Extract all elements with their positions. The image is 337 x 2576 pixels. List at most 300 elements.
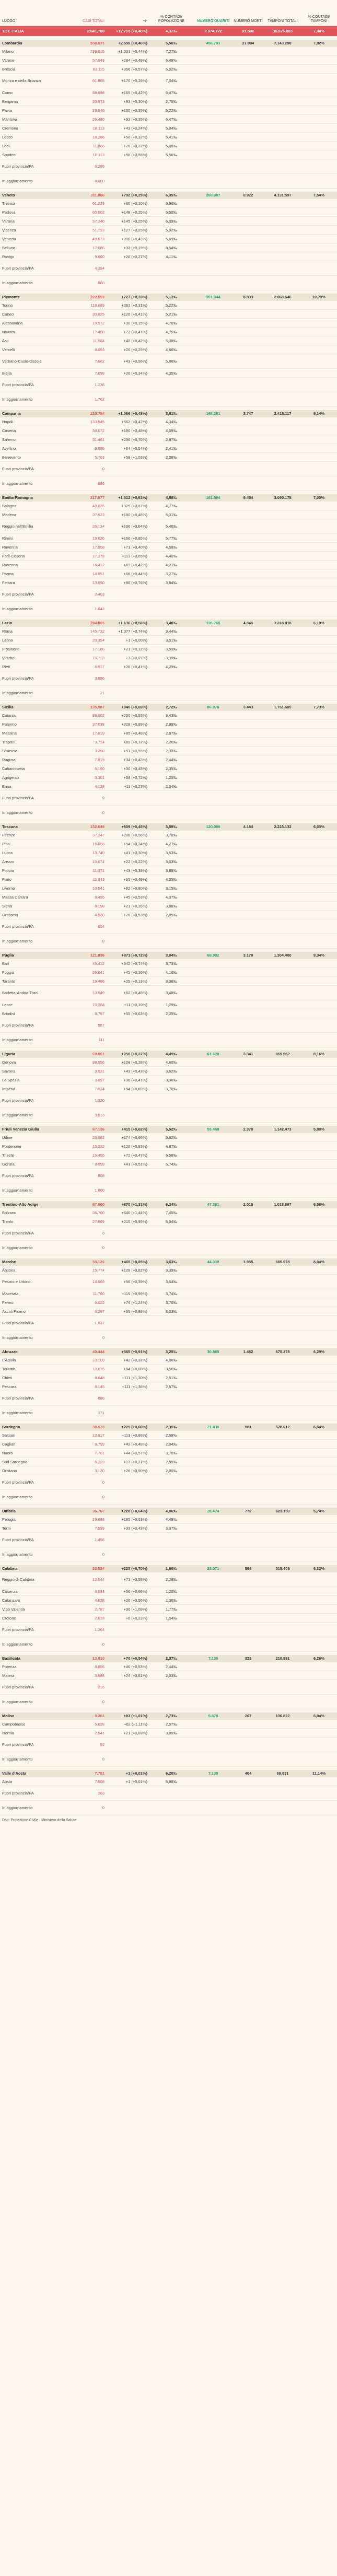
regions-list (0, 37, 337, 1815)
province-name: Milano (2, 49, 14, 54)
province-row[interactable] (0, 902, 337, 911)
province-row[interactable] (0, 561, 337, 569)
province-name: In aggiornamento (2, 1113, 33, 1117)
province-cases: 216 (98, 1685, 104, 1689)
province-row[interactable] (0, 857, 337, 866)
province-delta: +43 (+0,24%) (123, 125, 147, 131)
region-row[interactable] (0, 616, 337, 627)
province-per: 6,50‰ (165, 209, 178, 215)
region-per: 5,56‰ (165, 41, 178, 45)
province-row[interactable] (0, 319, 337, 328)
region-row[interactable] (0, 37, 337, 47)
province-per (148, 940, 194, 942)
province-row[interactable] (0, 1547, 337, 1562)
province-row[interactable] (0, 1524, 337, 1533)
province-row[interactable] (0, 328, 337, 336)
province-delta (106, 1337, 148, 1339)
province-row[interactable] (0, 919, 337, 934)
province-per: 3,48‰ (165, 990, 178, 995)
province-name: Foggia (2, 970, 14, 975)
province-row[interactable] (0, 345, 337, 354)
province-per: 2,54‰ (165, 784, 178, 789)
province-per (148, 692, 194, 694)
region-pct: 6,64% (313, 1425, 325, 1429)
province-row[interactable] (0, 174, 337, 189)
province-row[interactable] (0, 208, 337, 217)
province-row[interactable] (0, 782, 337, 791)
header-delta[interactable]: +/- (143, 19, 147, 23)
region-pct: 5,88% (313, 1127, 325, 1132)
province-row[interactable] (0, 1058, 337, 1067)
province-row[interactable] (0, 848, 337, 857)
region-row[interactable] (0, 1198, 337, 1208)
region-tamponi: 4.131.597 (274, 193, 292, 197)
province-row[interactable] (0, 1382, 337, 1391)
province-row[interactable] (0, 1085, 337, 1093)
province-row[interactable] (0, 986, 337, 1000)
province-delta: +145 (+0,25%) (121, 218, 147, 224)
province-per (148, 1554, 194, 1556)
province-name: In aggiornamento (2, 691, 33, 695)
province-per (148, 1643, 194, 1646)
region-row[interactable] (0, 189, 337, 199)
province-row[interactable] (0, 235, 337, 243)
province-delta (106, 1175, 148, 1177)
province-row[interactable] (0, 1142, 337, 1151)
province-row[interactable] (0, 276, 337, 290)
province-row[interactable] (0, 199, 337, 208)
province-name: In aggiornamento (2, 1335, 33, 1340)
province-per: 2,99‰ (165, 721, 178, 727)
province-row[interactable] (0, 791, 337, 806)
province-delta: +54 (+0,69%) (123, 1086, 147, 1091)
province-row[interactable] (0, 1515, 337, 1524)
province-row[interactable] (0, 97, 337, 106)
province-row[interactable] (0, 893, 337, 902)
province-per (148, 468, 194, 470)
province-row[interactable] (0, 875, 337, 884)
province-row[interactable] (0, 1572, 337, 1587)
province-cases: 19.486 (92, 978, 104, 984)
region-tamponi: 675.378 (275, 1349, 290, 1354)
province-row[interactable] (0, 336, 337, 345)
province-cases: 15.232 (92, 1144, 104, 1149)
province-row[interactable] (0, 1151, 337, 1160)
province-row[interactable] (0, 1637, 337, 1652)
province-row[interactable] (0, 1786, 337, 1801)
province-row[interactable] (0, 1695, 337, 1709)
province-row[interactable] (0, 840, 337, 848)
province-row[interactable] (0, 310, 337, 319)
region-row[interactable] (0, 1505, 337, 1515)
province-per: 2,08‰ (165, 454, 178, 460)
province-row[interactable] (0, 1000, 337, 1009)
province-row[interactable] (0, 1275, 337, 1289)
province-row[interactable] (0, 426, 337, 435)
province-row[interactable] (0, 747, 337, 755)
province-name: Aosta (2, 1779, 13, 1784)
province-row[interactable] (0, 977, 337, 986)
province-name: Perugia (2, 1517, 16, 1522)
province-cases: 10.713 (92, 655, 104, 660)
province-delta: +38 (+0,72%) (123, 775, 147, 780)
region-per: 6,24‰ (165, 1202, 178, 1207)
province-delta: +85 (+0,48%) (123, 730, 147, 736)
province-cases: 17.186 (92, 646, 104, 651)
province-per: 3,03‰ (165, 1309, 178, 1314)
province-row[interactable] (0, 602, 337, 616)
province-row[interactable] (0, 1391, 337, 1406)
region-row[interactable] (0, 1652, 337, 1662)
province-delta: +55 (+0,63%) (123, 1011, 147, 1016)
region-row[interactable] (0, 407, 337, 417)
province-row[interactable] (0, 1009, 337, 1018)
province-row[interactable] (0, 1614, 337, 1623)
province-row[interactable] (0, 261, 337, 276)
province-row[interactable] (0, 124, 337, 133)
province-row[interactable] (0, 1623, 337, 1637)
province-row[interactable] (0, 392, 337, 407)
province-row[interactable] (0, 1777, 337, 1786)
province-name: Bergamo (2, 99, 18, 104)
header-guariti[interactable]: NUMERO GUARITI (197, 19, 229, 23)
province-row[interactable] (0, 1316, 337, 1331)
total-pct: 7,34% (313, 29, 325, 33)
province-row[interactable] (0, 226, 337, 235)
province-row[interactable] (0, 56, 337, 65)
province-row[interactable] (0, 1458, 337, 1466)
province-row[interactable] (0, 1738, 337, 1752)
province-row[interactable] (0, 738, 337, 747)
region-row[interactable] (0, 701, 337, 711)
region-row[interactable] (0, 1345, 337, 1356)
region-delta: +225 (+0,70%) (121, 1566, 147, 1571)
province-cases: 654 (98, 924, 104, 929)
province-row[interactable] (0, 543, 337, 552)
province-cases: 13.109 (92, 1357, 104, 1362)
province-delta: +42 (+0,32%) (123, 1357, 147, 1362)
province-row[interactable] (0, 1183, 337, 1198)
province-row[interactable] (0, 1307, 337, 1316)
province-row[interactable] (0, 65, 337, 74)
province-delta: +325 (+0,67%) (121, 503, 147, 508)
province-name: Fuori provincia/PA (2, 164, 34, 169)
province-row[interactable] (0, 1449, 337, 1458)
region-delta: +365 (+0,91%) (121, 1349, 147, 1354)
region-row[interactable] (0, 949, 337, 959)
region-cases: 135.987 (90, 705, 104, 709)
region-name: Sicilia (2, 705, 14, 709)
province-row[interactable] (0, 47, 337, 56)
province-per: 3,44‰ (165, 628, 178, 634)
region-row[interactable] (0, 1562, 337, 1572)
province-delta: +82 (+0,80%) (123, 885, 147, 891)
province-name: Bolzano (2, 1210, 17, 1215)
province-row[interactable] (0, 1587, 337, 1596)
province-row[interactable] (0, 369, 337, 378)
province-name: Potenza (2, 1664, 17, 1669)
header-casi-totali[interactable]: CASI TOTALI (82, 19, 104, 23)
province-cases: 236.015 (90, 49, 104, 54)
region-name: Lazio (2, 621, 13, 625)
region-guariti: 7.130 (208, 1771, 218, 1776)
province-cases: 1.037 (95, 1321, 104, 1325)
region-cases: 220.784 (90, 411, 104, 416)
province-per: 4,27‰ (165, 841, 178, 846)
province-row[interactable] (0, 1033, 337, 1047)
province-per: 3,53‰ (165, 859, 178, 864)
province-row[interactable] (0, 1241, 337, 1255)
region-row[interactable] (0, 1767, 337, 1777)
province-row[interactable] (0, 959, 337, 968)
region-guariti: 21.438 (207, 1425, 219, 1429)
province-delta: +44 (+0,57%) (123, 1450, 147, 1455)
province-per (148, 1175, 194, 1177)
province-name: Fuori provincia/PA (2, 1396, 34, 1401)
province-row[interactable] (0, 1108, 337, 1123)
region-per: 1,66‰ (165, 1566, 178, 1571)
province-row[interactable] (0, 301, 337, 310)
province-name: Vicenza (2, 227, 16, 232)
region-row[interactable] (0, 1047, 337, 1058)
region-morti: 9.454 (243, 495, 253, 500)
header-tamponi[interactable]: TAMPONI TOTALI (268, 19, 298, 23)
province-per: 4,21‰ (165, 562, 178, 567)
province-row[interactable] (0, 88, 337, 97)
province-delta: +26 (+0,53%) (123, 912, 147, 917)
province-cases: 8.495 (95, 894, 104, 900)
province-row[interactable] (0, 150, 337, 159)
province-row[interactable] (0, 1680, 337, 1695)
province-cases: 14.569 (92, 1279, 104, 1284)
province-row[interactable] (0, 74, 337, 88)
province-row[interactable] (0, 1169, 337, 1183)
province-row[interactable] (0, 453, 337, 462)
province-cases: 0 (102, 1805, 104, 1810)
province-per: 5,74‰ (165, 1161, 178, 1167)
province-row[interactable] (0, 1752, 337, 1767)
province-row[interactable] (0, 1533, 337, 1547)
province-row[interactable] (0, 1356, 337, 1365)
region-name: Basilicata (2, 1656, 21, 1661)
province-row[interactable] (0, 1018, 337, 1033)
province-row[interactable] (0, 711, 337, 720)
province-row[interactable] (0, 510, 337, 519)
province-row[interactable] (0, 1226, 337, 1241)
province-row[interactable] (0, 755, 337, 764)
header-morti[interactable]: NUMERO MORTI (234, 19, 263, 23)
province-row[interactable] (0, 1662, 337, 1671)
province-delta (106, 1792, 148, 1794)
province-row[interactable] (0, 671, 337, 686)
province-per: 4,60‰ (165, 1059, 178, 1065)
province-row[interactable] (0, 662, 337, 671)
province-row[interactable] (0, 378, 337, 392)
province-delta (106, 593, 148, 596)
region-row[interactable] (0, 290, 337, 301)
province-row[interactable] (0, 764, 337, 773)
province-delta: +100 (+0,35%) (121, 108, 147, 113)
province-per: 1,36‰ (165, 1598, 178, 1603)
province-name: Vibo Valentia (2, 1606, 25, 1612)
province-row[interactable] (0, 217, 337, 226)
province-row[interactable] (0, 133, 337, 142)
province-row[interactable] (0, 1208, 337, 1217)
province-row[interactable] (0, 729, 337, 738)
province-delta (106, 1039, 148, 1041)
province-delta (106, 1247, 148, 1249)
header-luogo[interactable]: LUOGO (2, 19, 16, 23)
province-row[interactable] (0, 1373, 337, 1382)
province-delta: +126 (+0,83%) (121, 1144, 147, 1149)
province-row[interactable] (0, 435, 337, 444)
province-row[interactable] (0, 1298, 337, 1307)
province-row[interactable] (0, 1729, 337, 1738)
province-cases: 6.190 (95, 766, 104, 771)
province-row[interactable] (0, 1466, 337, 1475)
province-name: Rieti (2, 664, 10, 669)
province-row[interactable] (0, 519, 337, 534)
region-row[interactable] (0, 1123, 337, 1133)
province-row[interactable] (0, 502, 337, 510)
province-cases: 37.923 (92, 512, 104, 517)
province-row[interactable] (0, 1076, 337, 1085)
province-cases: 8.145 (95, 1384, 104, 1389)
province-row[interactable] (0, 636, 337, 645)
region-row[interactable] (0, 491, 337, 502)
province-row[interactable] (0, 462, 337, 476)
province-row[interactable] (0, 1331, 337, 1345)
header-contagi-tamponi[interactable]: % CONTAGI/ TAMPONI (308, 15, 330, 23)
province-per: 4,34‰ (165, 419, 178, 424)
province-row[interactable] (0, 1440, 337, 1449)
region-pct: 6,28% (313, 1349, 325, 1354)
region-pct: 6,04% (313, 1714, 325, 1718)
province-delta (106, 1024, 148, 1027)
province-name: Agrigento (2, 775, 19, 780)
province-name: Verbano-Cusio-Ossola (2, 359, 42, 364)
province-row[interactable] (0, 444, 337, 453)
province-row[interactable] (0, 1490, 337, 1505)
province-name: In aggiornamento (2, 607, 33, 611)
province-row[interactable] (0, 578, 337, 587)
province-row[interactable] (0, 354, 337, 369)
region-per: 2,35‰ (165, 1425, 178, 1429)
region-tamponi: 623.159 (275, 1509, 290, 1513)
province-row[interactable] (0, 1801, 337, 1815)
province-name: La Spezia (2, 1077, 20, 1082)
province-row[interactable] (0, 569, 337, 578)
province-cases: 6.297 (95, 1309, 104, 1314)
province-row[interactable] (0, 884, 337, 893)
region-row[interactable] (0, 1255, 337, 1266)
province-row[interactable] (0, 654, 337, 662)
province-row[interactable] (0, 831, 337, 840)
province-per: 4,70‰ (165, 320, 178, 325)
province-row[interactable] (0, 252, 337, 261)
province-row[interactable] (0, 720, 337, 729)
province-row[interactable] (0, 911, 337, 919)
province-per: 5,04‰ (165, 125, 178, 131)
region-tamponi: 1.018.897 (274, 1202, 292, 1207)
province-per: 5,06‰ (165, 359, 178, 364)
province-row[interactable] (0, 159, 337, 174)
province-name: Genova (2, 1059, 16, 1065)
province-cases: 0 (102, 1335, 104, 1340)
province-row[interactable] (0, 968, 337, 977)
region-row[interactable] (0, 820, 337, 831)
province-row[interactable] (0, 417, 337, 426)
province-row[interactable] (0, 1133, 337, 1142)
province-row[interactable] (0, 534, 337, 543)
province-delta (106, 166, 148, 168)
region-morti: 3.443 (243, 705, 253, 709)
province-row[interactable] (0, 243, 337, 252)
province-cases: 63.115 (92, 66, 104, 72)
region-row[interactable] (0, 1709, 337, 1720)
province-row[interactable] (0, 476, 337, 491)
province-row[interactable] (0, 1093, 337, 1108)
province-row[interactable] (0, 645, 337, 654)
province-row[interactable] (0, 587, 337, 602)
province-row[interactable] (0, 1289, 337, 1298)
province-row[interactable] (0, 1160, 337, 1169)
province-row[interactable] (0, 1720, 337, 1729)
province-row[interactable] (0, 115, 337, 124)
province-row[interactable] (0, 806, 337, 820)
province-row[interactable] (0, 1365, 337, 1373)
province-row[interactable] (0, 1406, 337, 1420)
province-row[interactable] (0, 1067, 337, 1076)
region-delta: +255 (+0,37%) (121, 1052, 147, 1056)
province-delta: +55 (+0,49%) (123, 877, 147, 882)
province-row[interactable] (0, 627, 337, 636)
province-delta (106, 1701, 148, 1703)
province-row[interactable] (0, 773, 337, 782)
region-per: 3,59‰ (165, 824, 178, 829)
province-row[interactable] (0, 1671, 337, 1680)
region-per: 5,52‰ (165, 1127, 178, 1132)
province-delta: +284 (+0,49%) (121, 57, 147, 63)
province-row[interactable] (0, 1431, 337, 1440)
province-row[interactable] (0, 1266, 337, 1275)
province-per (148, 483, 194, 485)
region-row[interactable] (0, 1420, 337, 1431)
province-delta: +128 (+0,82%) (121, 1267, 147, 1273)
province-name: Fuori provincia/PA (2, 1231, 34, 1235)
province-per: 2,26‰ (165, 739, 178, 744)
province-row[interactable] (0, 866, 337, 875)
province-row[interactable] (0, 1596, 337, 1605)
province-row[interactable] (0, 106, 337, 115)
province-per: 4,35‰ (165, 370, 178, 376)
province-per: 2,05‰ (165, 912, 178, 917)
province-delta (106, 1322, 148, 1324)
province-row[interactable] (0, 142, 337, 150)
province-delta (106, 468, 148, 470)
province-row[interactable] (0, 686, 337, 701)
province-row[interactable] (0, 1217, 337, 1226)
region-cases: 40.444 (92, 1349, 104, 1354)
province-row[interactable] (0, 1605, 337, 1614)
region-name: Calabria (2, 1566, 18, 1571)
province-row[interactable] (0, 552, 337, 561)
province-row[interactable] (0, 934, 337, 949)
header-contagi-popolazione[interactable]: % CONTAGI/ POPOLAZIONE (158, 15, 185, 23)
province-cases: 26.641 (92, 970, 104, 975)
province-per (148, 282, 194, 284)
province-row[interactable] (0, 1475, 337, 1490)
